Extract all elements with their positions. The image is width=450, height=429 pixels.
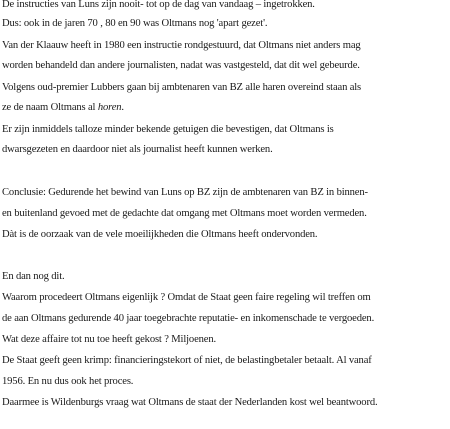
- text-segment: .: [121, 102, 124, 113]
- text-line: worden behandeld dan andere journalisten, nadat was vastgesteld, dat dit wel gebeurde.: [2, 60, 360, 71]
- text-line: 1956. En nu dus ook het proces.: [2, 376, 134, 387]
- text-line: Daarmee is Wildenburgs vraag wat Oltmans de staat der Nederlanden kost wel beantwoord.: [2, 397, 378, 408]
- text-line: Er zijn inmiddels talloze minder bekende getuigen die bevestigen, dat Oltmans is: [2, 124, 334, 135]
- emphasis-text: horen: [97, 102, 122, 113]
- text-line: de aan Oltmans gedurende 40 jaar toegebrachte reputatie- en inkomenschade te vergoeden.: [2, 313, 375, 324]
- text-line: De instructies van Luns zijn nooit- tot op de dag van vandaag – ingetrokken.: [2, 0, 315, 10]
- text-line: De Staat geeft geen krimp: financieringstekort of niet, de belastingbetaler betaalt. Al vanaf: [2, 355, 372, 366]
- text-line: Volgens oud-premier Lubbers gaan bij ambtenaren van BZ alle haren overeind staan als: [2, 82, 362, 93]
- text-line: Conclusie: Gedurende het bewind van Luns op BZ zijn de ambtenaren van BZ in binnen-: [2, 187, 368, 198]
- text-line: Waarom procedeert Oltmans eigenlijk ? Omdat de Staat geen faire regeling wil treffen om: [2, 292, 371, 303]
- text-line: [2, 99, 124, 116]
- text-line: Wat deze affaire tot nu toe heeft gekost ? Miljoenen.: [2, 334, 216, 345]
- text-line: Dus: ook in de jaren 70 , 80 en 90 was Oltmans nog 'apart gezet'.: [2, 18, 268, 29]
- text-line: En dan nog dit.: [2, 271, 65, 282]
- text-line: en buitenland gevoed met de gedachte dat omgang met Oltmans moet worden vermeden.: [2, 208, 367, 219]
- text-line: dwarsgezeten en daardoor niet als journalist heeft kunnen werken.: [2, 144, 273, 155]
- text-line: Van der Klaauw heeft in 1980 een instructie rondgestuurd, dat Oltmans niet anders mag: [2, 40, 361, 51]
- text-segment: ze de naam Oltmans al: [2, 102, 98, 113]
- text-line: Dàt is de oorzaak van de vele moeilijkheden die Oltmans heeft ondervonden.: [2, 229, 318, 240]
